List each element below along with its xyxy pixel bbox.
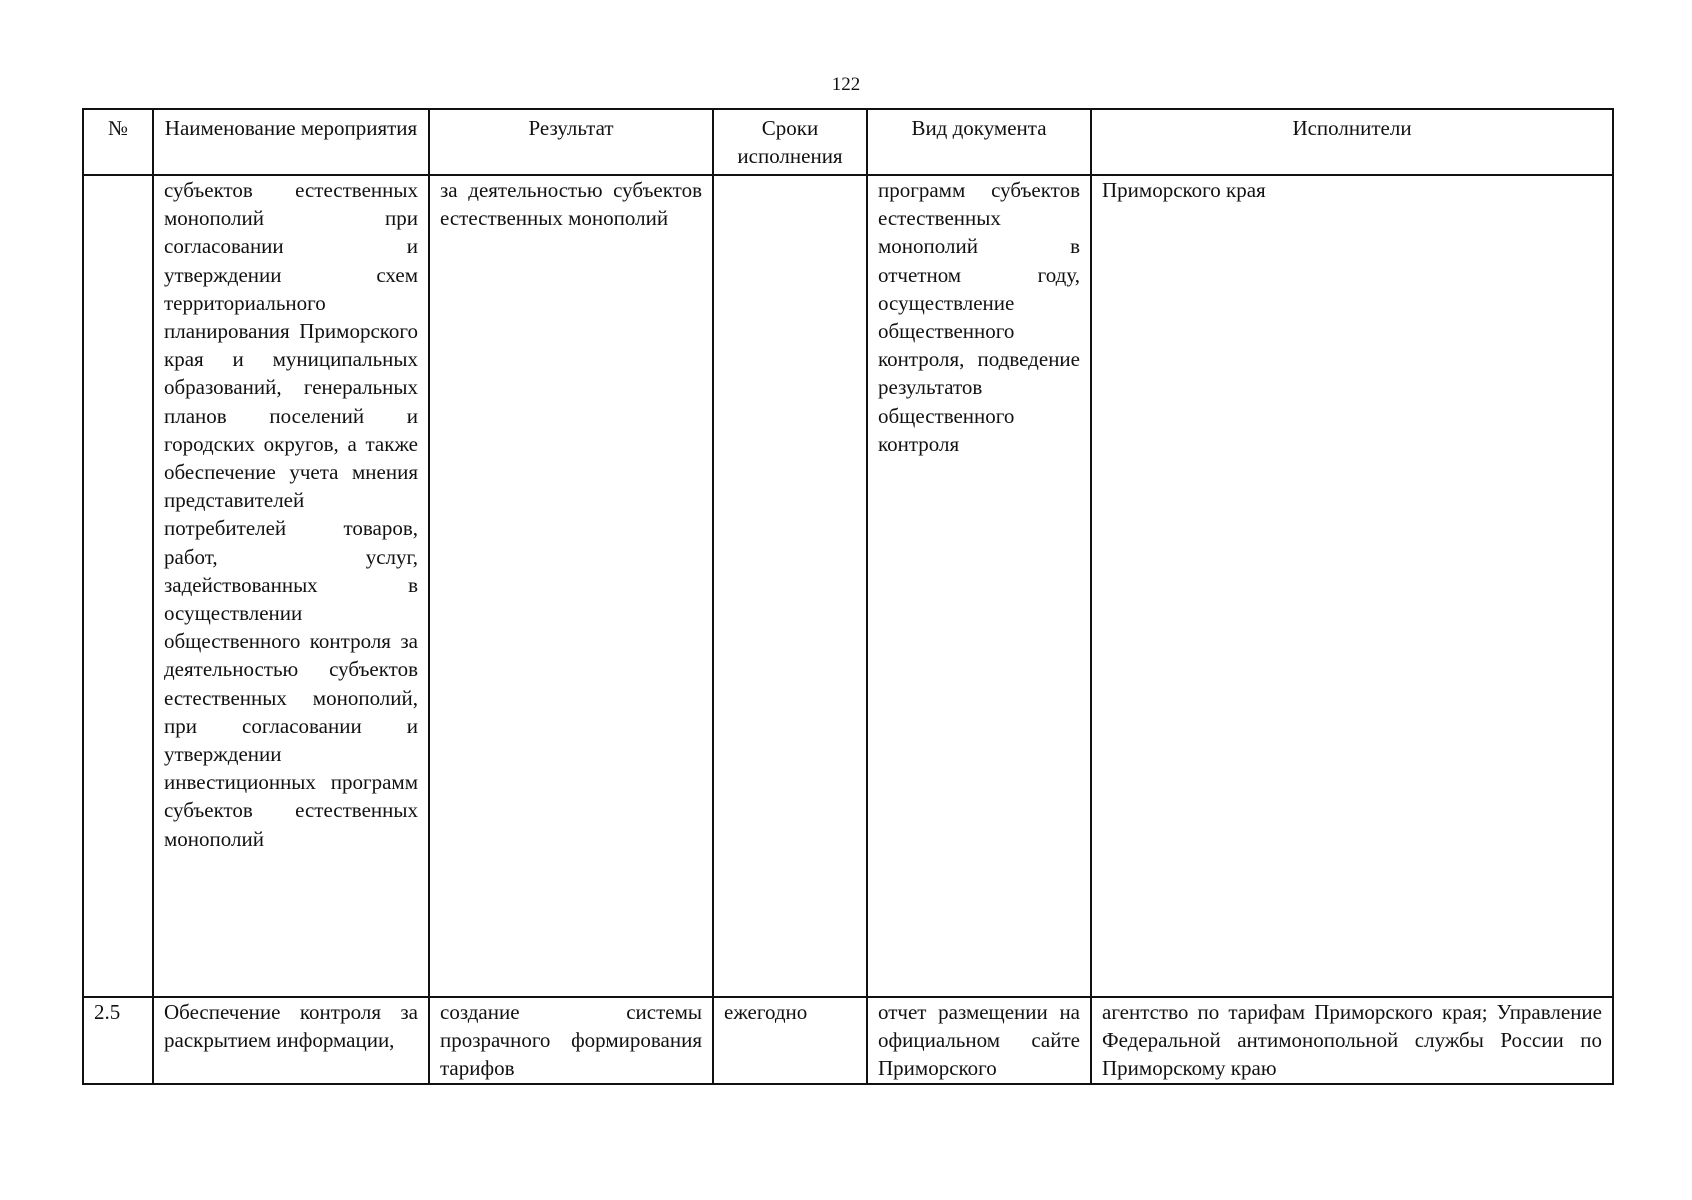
table-row (83, 175, 1613, 997)
header-result: Результат (429, 109, 713, 175)
cell-executors: Приморского края (1091, 175, 1613, 997)
table-header-row (83, 109, 1613, 175)
cell-result: создание системы прозрачного формирования тарифов (429, 997, 713, 1084)
page-number: 122 (831, 74, 861, 95)
header-name: Наименование мероприятия (153, 109, 429, 175)
cell-deadline: ежегодно (713, 997, 867, 1084)
cell-num: 2.5 (83, 997, 153, 1084)
cell-doc-type: отчет размещении на официальном сайте Приморского (867, 997, 1091, 1084)
header-executors: Исполнители (1091, 109, 1613, 175)
header-doc-type: Вид документа (867, 109, 1091, 175)
cell-result: за деятельностью субъектов естественных монополий (429, 175, 713, 997)
header-deadline: Сроки исполнения (713, 109, 867, 175)
cell-name: субъектов естественных монополий при согласовании и утверждении схем территориального планирования Приморского края и муниципальных образований, генеральных планов поселений и городских округов, а также обеспечение учета мнения представителей потребителей товаров, работ, услуг, задействованных в осуществлении общественного контроля за деятельностью субъектов естественных монополий, при согласовании и утверждении инвестиционных программ субъектов естественных монополий (153, 175, 429, 997)
cell-deadline (713, 175, 867, 997)
cell-name: Обеспечение контроля за раскрытием информации, (153, 997, 429, 1084)
cell-num (83, 175, 153, 997)
table-row (83, 997, 1613, 1084)
header-num: № (83, 109, 153, 175)
events-table (82, 108, 1614, 1085)
cell-doc-type: программ субъектов естественных монополий в отчетном году, осуществление общественного контроля, подведение результатов общественного контроля (867, 175, 1091, 997)
cell-executors: агентство по тарифам Приморского края; Управление Федеральной антимонопольной службы России по Приморскому краю (1091, 997, 1613, 1084)
